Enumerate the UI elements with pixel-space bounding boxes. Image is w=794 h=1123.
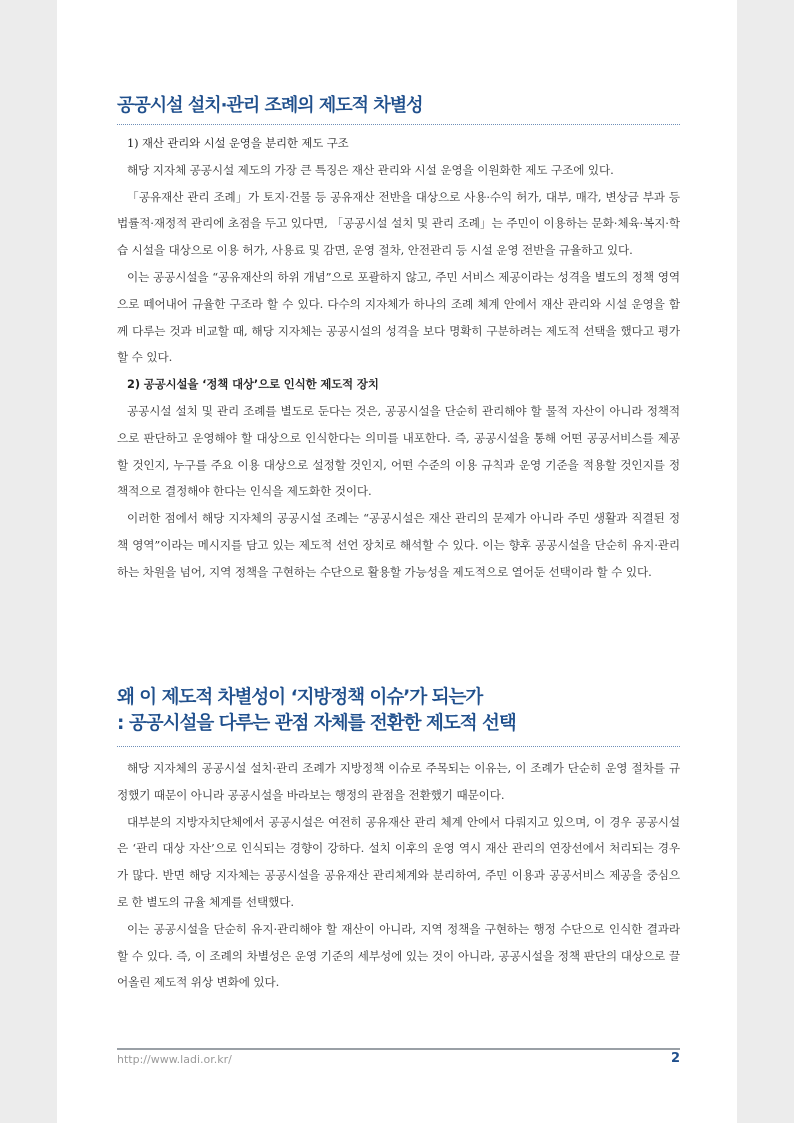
paragraph: 이는 공공시설을 단순히 유지·관리해야 할 재산이 아니라, 지역 정책을 구현하는 행정 수단으로 인식한 결과라 할 수 있다. 즉, 이 조례의 차별성은 운영 기준의 세부성에 있는 것이 아니라, 공공시설을 정책 판단의 대상으로 끌어올린 제도적 위상 변화에 있다. — [117, 921, 680, 990]
page-number: 2 — [670, 1051, 680, 1066]
paragraph: 이러한 점에서 해당 지자체의 공공시설 조례는 “공공시설은 재산 관리의 문제가 아니라 주민 생활과 직결된 정책 영역”이라는 메시지를 담고 있는 제도적 선언 장치로 해석할 수 있다. 이는 향후 공공시설을 단순히 유지·관리하는 차원을 넘어, 지역 정책을 구현하는 수단으로 활용할 가능성을 제도적으로 열어둔 선택이라 할 수 있다. — [117, 511, 680, 579]
subsection-heading: 1) 재산 관리와 시설 운영을 분리한 제도 구조 — [127, 136, 349, 150]
footer-divider — [117, 1048, 680, 1050]
title-divider — [117, 746, 680, 747]
section-title — [117, 685, 516, 737]
section-title-line: : 공공시설을 다루는 관점 자체를 전환한 제도적 선택 — [117, 713, 516, 734]
paragraph: 해당 지자체 공공시설 제도의 가장 큰 특징은 재산 관리와 시설 운영을 이원화한 제도 구조에 있다. — [127, 162, 614, 177]
section-title-line: 왜 이 제도적 차별성이 ‘지방정책 이슈’가 되는가 — [117, 687, 483, 708]
footer-url-link[interactable]: http://www.ladi.or.kr/ — [117, 1053, 232, 1066]
paragraph: 공공시설 설치 및 관리 조례를 별도로 둔다는 것은, 공공시설을 단순히 관리해야 할 물적 자산이 아니라 정책적으로 판단하고 운영해야 할 대상으로 인식한다는 의미를 내포한다. 즉, 공공시설을 통해 어떤 공공서비스를 제공할 것인지, 누구를 주요 이용 대상으로 설정할 것인지, 어떤 수준의 이용 규칙과 운영 기준을 적용할 것인지를 정책적으로 결정해야 한다는 인식을 제도화한 것이다. — [117, 403, 680, 499]
paragraph: 해당 지자체의 공공시설 설치·관리 조례가 지방정책 이슈로 주목되는 이유는, 이 조례가 단순히 운영 절차를 규정했기 때문이 아니라 공공시설을 바라보는 행정의 관점을 전환했기 때문이다. — [117, 761, 680, 802]
document-page — [57, 0, 737, 1123]
section-body — [117, 755, 680, 996]
paragraph: 「공유재산 관리 조례」가 토지·건물 등 공유재산 전반을 대상으로 사용·수익 허가, 대부, 매각, 변상금 부과 등 법률적·재정적 관리에 초점을 두고 있다면, 「공공시설 설치 및 관리 조례」는 주민이 이용하는 문화·체육·복지·학습 시설을 대상으로 이용 허가, 사용료 및 감면, 운영 절차, 안전관리 등 시설 운영 전반을 규율하고 있다. — [117, 189, 680, 258]
paragraph: 이는 공공시설을 “공유재산의 하위 개념”으로 포괄하지 않고, 주민 서비스 제공이라는 성격을 별도의 정책 영역으로 떼어내어 규율한 구조라 할 수 있다. 다수의 지자체가 하나의 조례 체계 안에서 재산 관리와 시설 운영을 함께 다루는 것과 비교할 때, 해당 지자체는 공공시설의 성격을 보다 명확히 구분하려는 제도적 선택을 했다고 평가할 수 있다. — [117, 269, 680, 365]
title-divider — [117, 124, 680, 125]
section-title: 공공시설 설치·관리 조례의 제도적 차별성 — [117, 95, 423, 116]
paragraph: 대부분의 지방자치단체에서 공공시설은 여전히 공유재산 관리 체계 안에서 다뤄지고 있으며, 이 경우 공공시설은 ‘관리 대상 자산’으로 인식되는 경향이 강하다. 설치 이후의 운영 역시 재산 관리의 연장선에서 처리되는 경우가 많다. 반면 해당 지자체는 공공시설을 공유재산 관리체계와 분리하여, 주민 이용과 공공서비스 제공을 중심으로 한 별도의 규율 체계를 선택했다. — [117, 814, 680, 909]
section-body — [117, 130, 680, 586]
subsection-heading: 2) 공공시설을 ‘정책 대상’으로 인식한 제도적 장치 — [127, 377, 379, 392]
